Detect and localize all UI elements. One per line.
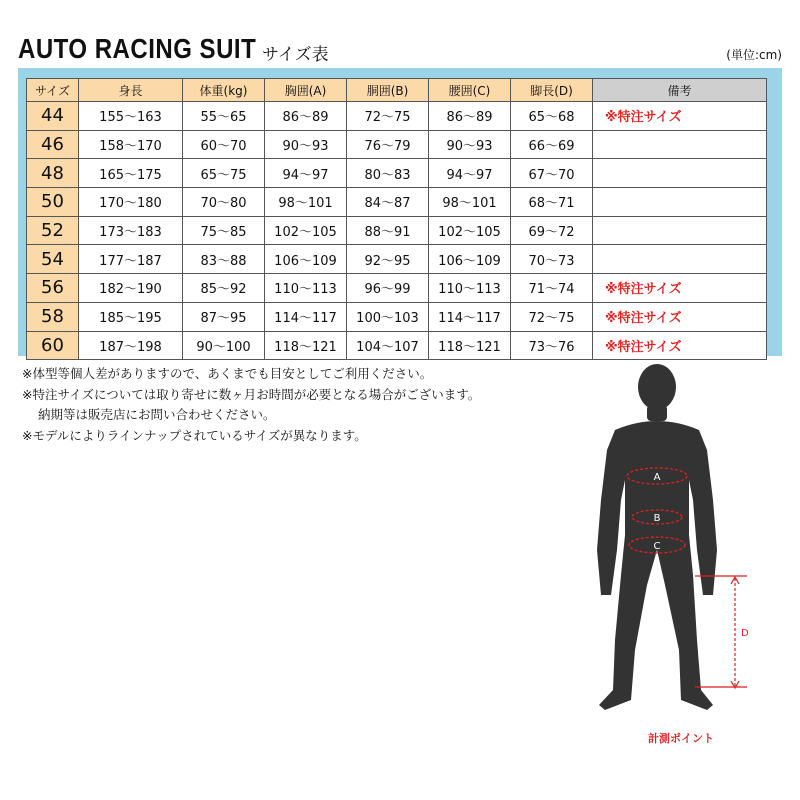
table-cell: 69〜72	[511, 216, 593, 245]
table-cell: 70〜80	[183, 188, 265, 217]
table-cell: 90〜100	[183, 331, 265, 360]
column-header: サイズ	[27, 79, 79, 102]
table-cell: 80〜83	[347, 159, 429, 188]
page-subtitle: サイズ表	[262, 45, 329, 65]
table-cell: 72〜75	[511, 302, 593, 331]
remark-cell: ※特注サイズ	[593, 274, 767, 303]
note-line: 納期等は販売店にお問い合わせください。	[38, 407, 276, 422]
body-measurement-figure	[585, 360, 785, 750]
table-cell: 83〜88	[183, 245, 265, 274]
size-cell: 44	[27, 102, 79, 131]
label-a: A	[653, 472, 661, 483]
note-line: ※体型等個人差がありますので、あくまでも目安としてご利用ください。	[22, 366, 433, 381]
table-row	[27, 159, 767, 188]
note-line: ※特注サイズについては取り寄せに数ヶ月お時間が必要となる場合がございます。	[22, 386, 481, 402]
table-cell: 177〜187	[79, 245, 183, 274]
size-cell: 58	[27, 302, 79, 331]
size-cell: 56	[27, 274, 79, 303]
column-header: 胴囲(B)	[347, 79, 429, 102]
table-row	[27, 274, 767, 303]
table-cell: 73〜76	[511, 331, 593, 360]
table-cell: 104〜107	[347, 331, 429, 360]
table-cell: 68〜71	[511, 188, 593, 217]
label-b: B	[653, 513, 661, 524]
table-cell: 92〜95	[347, 245, 429, 274]
column-header: 胸囲(A)	[265, 79, 347, 102]
table-cell: 98〜101	[265, 188, 347, 217]
table-cell: 98〜101	[429, 188, 511, 217]
size-cell: 60	[27, 331, 79, 360]
table-cell: 55〜65	[183, 102, 265, 131]
table-row	[27, 188, 767, 217]
table-cell: 76〜79	[347, 130, 429, 159]
table-cell: 84〜87	[347, 188, 429, 217]
note-line: ※モデルによりラインナップされているサイズが異なります。	[22, 427, 367, 443]
table-header-row	[27, 79, 767, 102]
label-c: C	[653, 541, 661, 552]
head-shape	[638, 364, 676, 410]
remark-cell: ※特注サイズ	[593, 302, 767, 331]
column-header: 腰囲(C)	[429, 79, 511, 102]
table-cell: 110〜113	[265, 274, 347, 303]
remark-cell	[593, 130, 767, 159]
table-cell: 88〜91	[347, 216, 429, 245]
table-cell: 65〜75	[183, 159, 265, 188]
table-cell: 185〜195	[79, 302, 183, 331]
remark-cell	[593, 159, 767, 188]
remark-cell	[593, 216, 767, 245]
size-cell: 50	[27, 188, 79, 217]
table-cell: 65〜68	[511, 102, 593, 131]
table-cell: 87〜95	[183, 302, 265, 331]
size-cell: 48	[27, 159, 79, 188]
table-cell: 60〜70	[183, 130, 265, 159]
table-cell: 86〜89	[265, 102, 347, 131]
column-header: 脚長(D)	[511, 79, 593, 102]
notes	[22, 364, 480, 446]
figure-caption: 計測ポイント	[648, 732, 714, 745]
table-cell: 102〜105	[429, 216, 511, 245]
table-row	[27, 245, 767, 274]
table-cell: 86〜89	[429, 102, 511, 131]
remark-cell	[593, 245, 767, 274]
table-cell: 67〜70	[511, 159, 593, 188]
table-cell: 165〜175	[79, 159, 183, 188]
table-cell: 110〜113	[429, 274, 511, 303]
table-cell: 106〜109	[429, 245, 511, 274]
label-d: D	[741, 628, 749, 639]
table-cell: 90〜93	[265, 130, 347, 159]
table-cell: 85〜92	[183, 274, 265, 303]
table-cell: 187〜198	[79, 331, 183, 360]
table-cell: 71〜74	[511, 274, 593, 303]
page-title: AUTO RACING SUIT	[18, 34, 257, 66]
remark-cell: ※特注サイズ	[593, 102, 767, 131]
size-cell: 46	[27, 130, 79, 159]
table-cell: 118〜121	[265, 331, 347, 360]
table-cell: 155〜163	[79, 102, 183, 131]
table-cell: 94〜97	[265, 159, 347, 188]
table-cell: 173〜183	[79, 216, 183, 245]
unit-label: (単位:cm)	[726, 48, 782, 62]
table-cell: 102〜105	[265, 216, 347, 245]
table-cell: 94〜97	[429, 159, 511, 188]
table-cell: 118〜121	[429, 331, 511, 360]
remark-cell	[593, 188, 767, 217]
table-cell: 182〜190	[79, 274, 183, 303]
remark-cell: ※特注サイズ	[593, 331, 767, 360]
table-cell: 106〜109	[265, 245, 347, 274]
column-header: 身長	[79, 79, 183, 102]
table-cell: 90〜93	[429, 130, 511, 159]
table-cell: 114〜117	[265, 302, 347, 331]
size-cell: 54	[27, 245, 79, 274]
table-cell: 66〜69	[511, 130, 593, 159]
table-row	[27, 302, 767, 331]
table-cell: 96〜99	[347, 274, 429, 303]
column-header: 備考	[593, 79, 767, 102]
table-row	[27, 130, 767, 159]
table-cell: 158〜170	[79, 130, 183, 159]
table-row	[27, 216, 767, 245]
table-cell: 70〜73	[511, 245, 593, 274]
table-row	[27, 331, 767, 360]
table-cell: 114〜117	[429, 302, 511, 331]
size-table	[26, 78, 767, 360]
table-cell: 72〜75	[347, 102, 429, 131]
column-header: 体重(kg)	[183, 79, 265, 102]
table-cell: 170〜180	[79, 188, 183, 217]
table-cell: 100〜103	[347, 302, 429, 331]
table-row	[27, 102, 767, 131]
table-cell: 75〜85	[183, 216, 265, 245]
size-cell: 52	[27, 216, 79, 245]
